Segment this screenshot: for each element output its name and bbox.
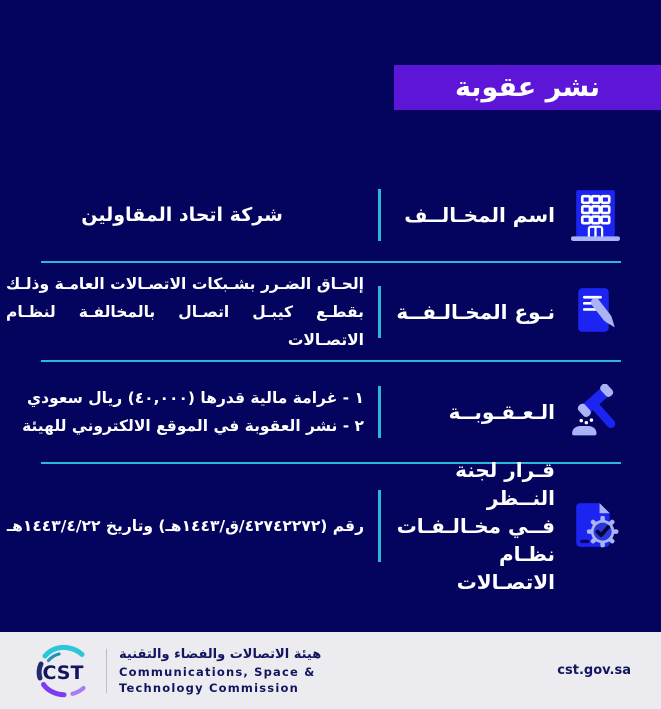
building-icon	[563, 186, 627, 243]
label-divider	[378, 386, 381, 438]
svg-text:CST: CST	[42, 661, 84, 684]
row-label: اسم المخـالــف	[404, 202, 555, 227]
label-divider	[378, 490, 381, 562]
website-url[interactable]: cst.gov.sa	[557, 663, 631, 678]
row-label: نـوع المخـالـفــة	[396, 299, 555, 324]
row-value-line: رقم (٤٢٧٤٢٢٧٢/ق/١٤٤٣هـ) وتاريخ ١٤٤٣/٤/٢٢هـ	[6, 517, 364, 535]
label-divider	[378, 286, 381, 338]
decision-gear-icon	[563, 498, 627, 555]
decision-row	[0, 458, 661, 594]
violation-note-icon	[563, 283, 627, 340]
row-value-line: شركة اتحاد المقاولين	[81, 203, 283, 226]
row-value-line: بقطـع كيبـل اتصـال بالمخالفـة لنظـام الاتصـالات	[6, 302, 364, 349]
row-value-line: ٢ - نشر العقوبة في الموقع الالكتروني للهيئة	[22, 417, 364, 435]
penalty-banner	[394, 65, 661, 110]
penalty-details	[0, 168, 661, 594]
cst-logo	[32, 643, 96, 699]
org-name-english-line2: Technology Commission	[119, 680, 299, 695]
footer	[0, 632, 661, 709]
org-name-english-line1: Communications, Space &	[119, 664, 316, 679]
row-label: قـرار لجنة النــظر فــي مخـالـفـات نظـام الاتصـالات	[396, 458, 555, 594]
row-label: الـعـقـوبــة	[448, 400, 555, 424]
violator-name-row	[0, 168, 661, 261]
org-name-block	[119, 646, 321, 696]
gavel-icon	[563, 384, 627, 441]
logo-divider	[106, 649, 107, 693]
penalty-banner-title: نشر عقوبة	[454, 72, 601, 103]
row-value-line: إلحـاق الضـرر بشـبكات الاتصـالات العامـة وذلـك	[6, 274, 364, 293]
penalty-row	[0, 362, 661, 462]
org-name-arabic: هيئة الاتصالات والفضاء والتقنية	[119, 646, 322, 662]
label-divider	[378, 189, 381, 241]
violation-type-row	[0, 263, 661, 360]
row-value-line: ١ - غرامة مالية قدرها (٤٠,٠٠٠) ريال سعودي	[26, 389, 364, 407]
